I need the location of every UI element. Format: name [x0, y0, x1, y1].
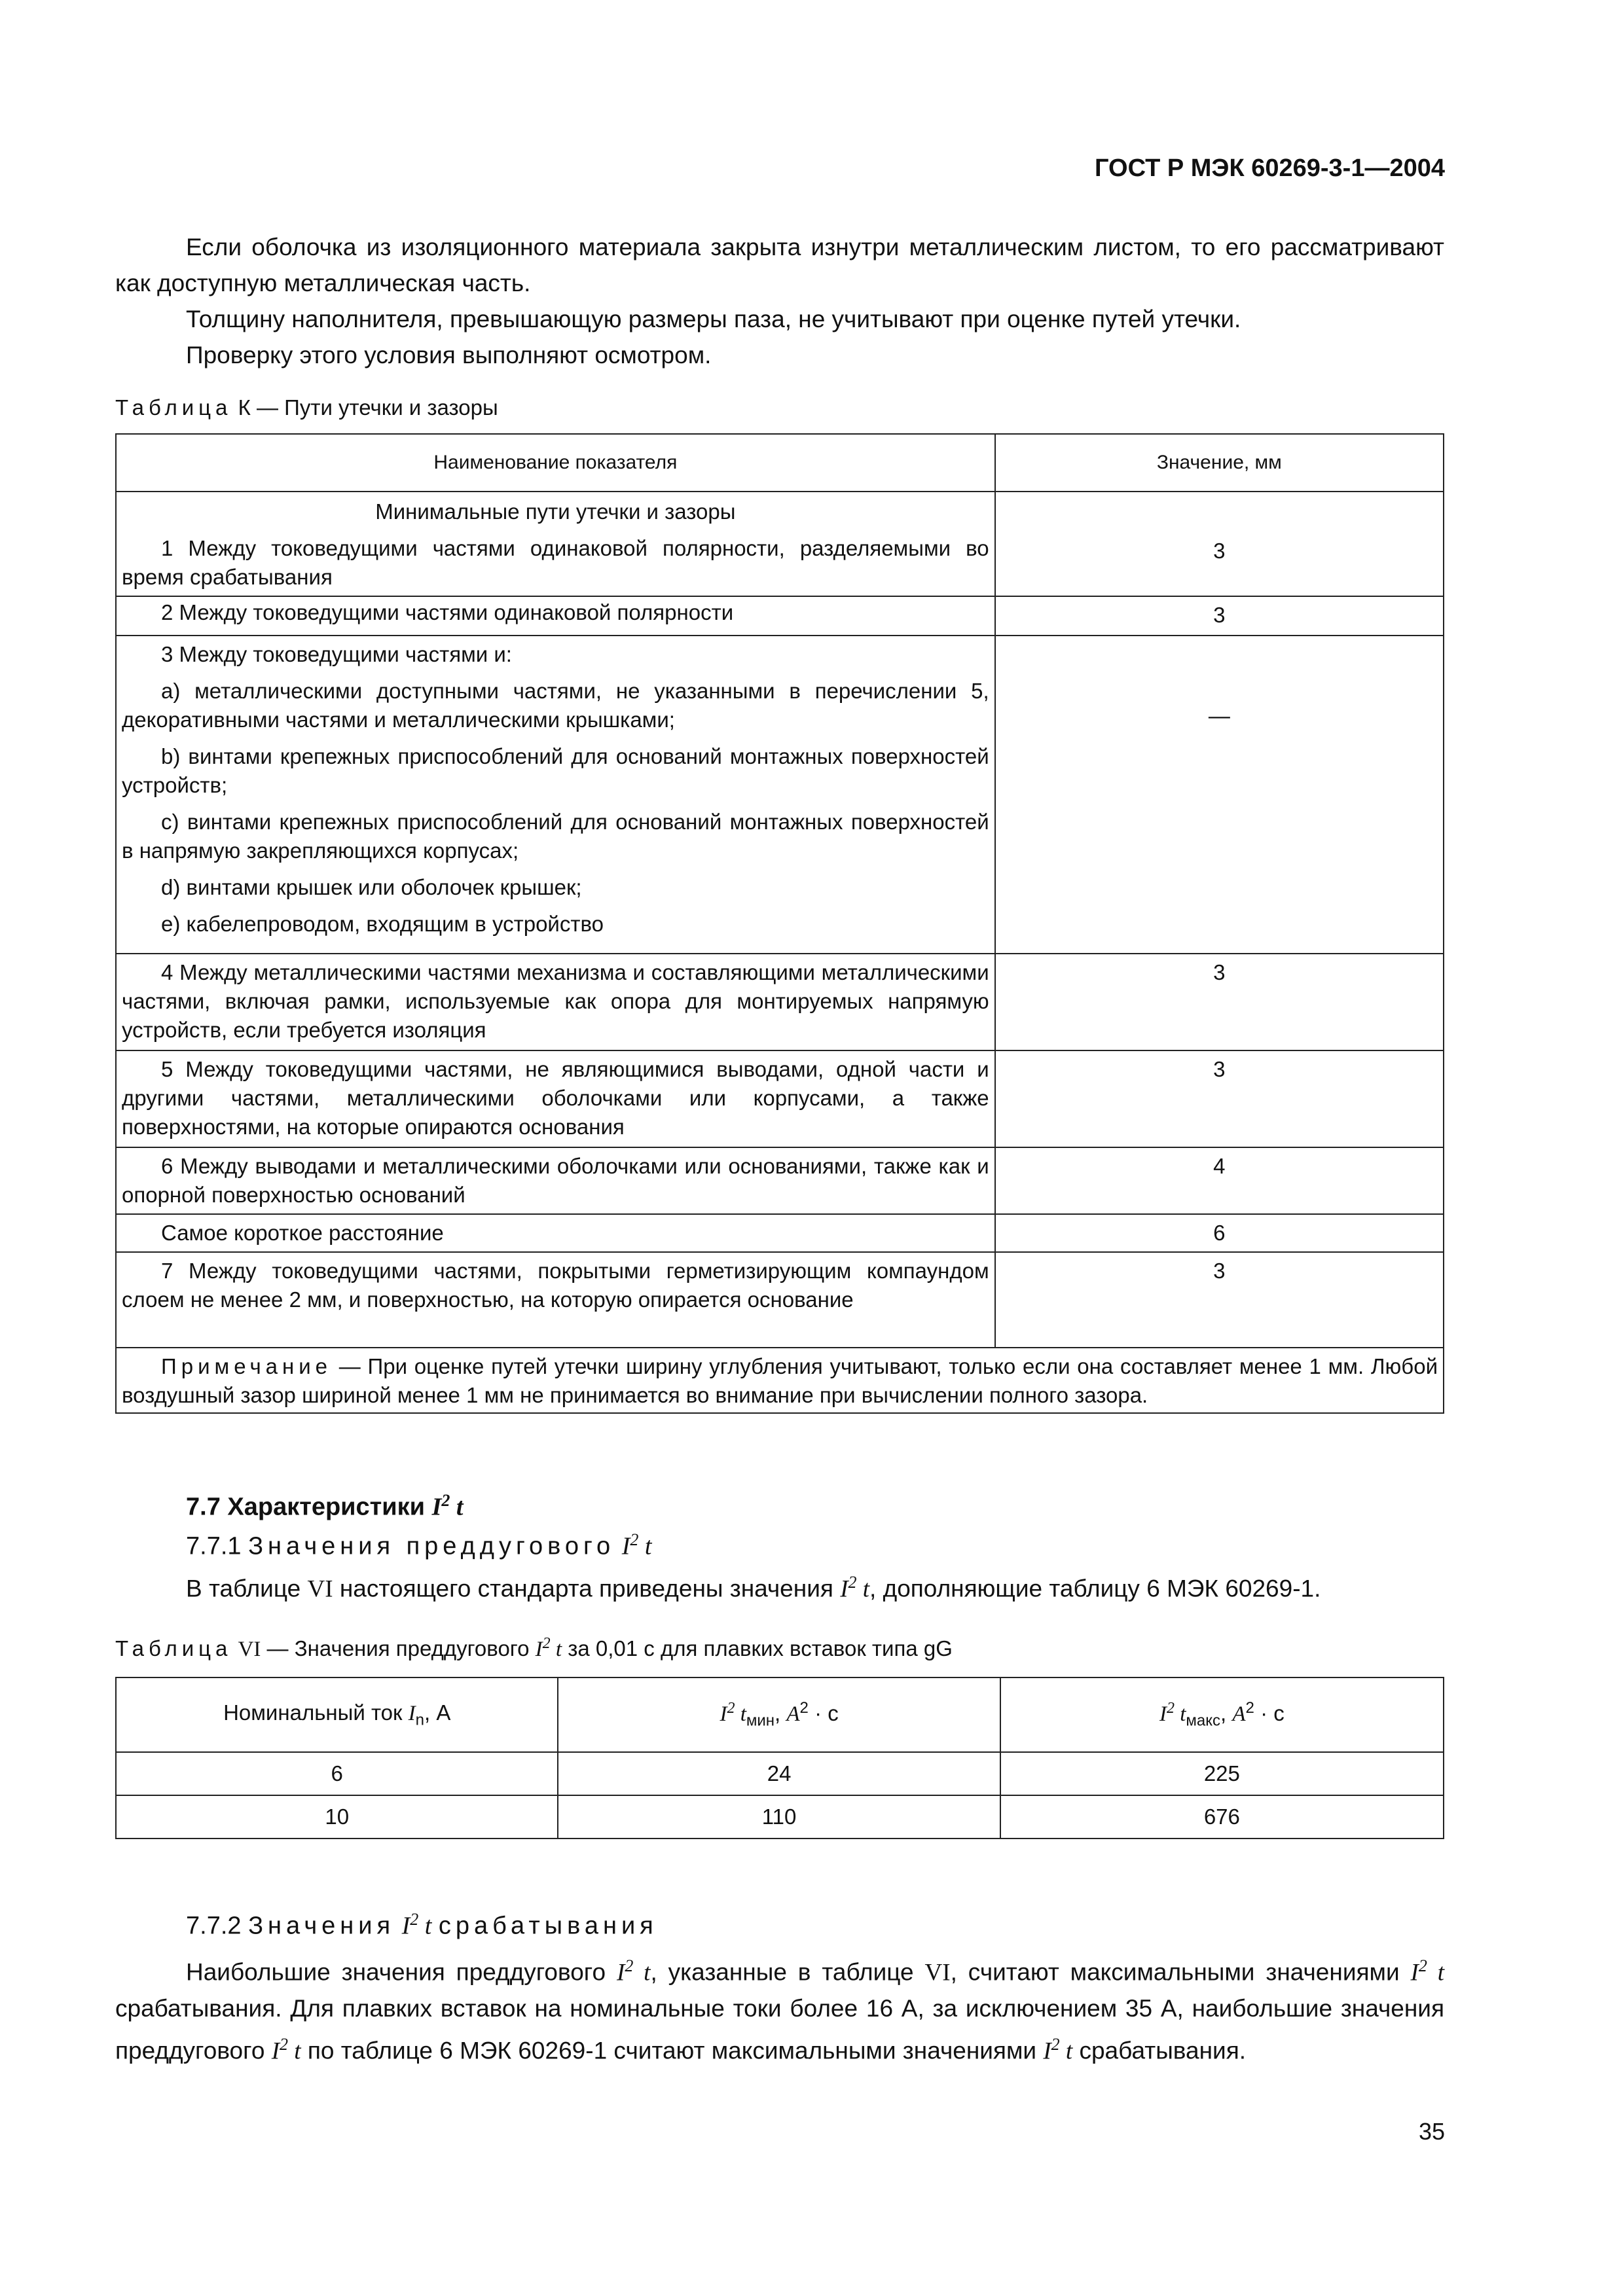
table-vi-max-1: 225	[1000, 1752, 1444, 1795]
page-number: 35	[1418, 2118, 1445, 2145]
section-7-7-1-text: В таблице VI настоящего стандарта приведены значения $I^2$ t, дополняющие таблицу 6 МЭК 60269-1.	[186, 1573, 1321, 1603]
table-row	[116, 1147, 1444, 1214]
table-vi-header-row	[116, 1677, 1444, 1752]
table-k-row-3: 3 Между токоведущими частями и:	[161, 642, 512, 666]
intro-paragraph-2: Толщину наполнителя, превышающую размеры паза, не учитывают при оценке путей утечки.	[186, 306, 1241, 332]
table-k-section-heading: Минимальные пути утечки и зазоры	[375, 499, 736, 524]
table-vi-min-2: 110	[558, 1795, 1000, 1839]
table-k-row-shortest: Самое короткое расстояние	[161, 1221, 444, 1245]
table-vi-min-1: 24	[558, 1752, 1000, 1795]
section-7-7-title: 7.7 Характеристики $I^2$ t	[186, 1491, 464, 1521]
table-k-row-6: 6 Между выводами и металлическими оболочками или основаниями, также как и опорной поверхностью оснований	[122, 1154, 989, 1207]
table-row	[116, 1214, 1444, 1252]
table-row	[116, 1050, 1444, 1147]
table-k-row-2: 2 Между токоведущими частями одинаковой полярности	[161, 600, 734, 624]
intro-paragraph-3: Проверку этого условия выполняют осмотром.	[186, 342, 712, 368]
table-k-row-3b: b) винтами крепежных приспособлений для оснований монтажных поверхностей устройств;	[122, 744, 989, 797]
table-k-value-2: 3	[995, 596, 1444, 636]
table-k-col-value: Значение, мм	[995, 434, 1444, 492]
table-vi	[115, 1677, 1444, 1839]
section-7-7-2-title: 7.7.2 Значения $I^2$ t срабатывания	[186, 1910, 658, 1940]
table-vi-current-2: 10	[116, 1795, 558, 1839]
table-row	[116, 1252, 1444, 1348]
table-vi-max-2: 676	[1000, 1795, 1444, 1839]
table-vi-col-max: $I^2$ $t_{макс}$, $А^2 \cdot с$	[1000, 1677, 1444, 1752]
table-k-note-row	[116, 1348, 1444, 1413]
table-k-row-4: 4 Между металлическими частями механизма и составляющими металлическими частями, включая рамки, используемые как опора для монтируемых напрямую устройств, если требуется изоляция	[122, 960, 989, 1042]
section-7-7-1-title: 7.7.1 Значения преддугового $I^2$ t	[186, 1530, 652, 1560]
table-vi-col-min: $I^2$ $t_{мин}$, $А^2 \cdot с$	[558, 1677, 1000, 1752]
table-k-value-shortest: 6	[995, 1214, 1444, 1252]
table-k-row-3c: c) винтами крепежных приспособлений для оснований монтажных поверхностей в напрямую закрепляющихся корпусах;	[122, 810, 989, 863]
table-k-value-4: 3	[995, 954, 1444, 1050]
table-k-caption: Таблица К — Пути утечки и зазоры	[115, 395, 498, 420]
table-row	[116, 954, 1444, 1050]
table-row	[116, 596, 1444, 636]
intro-text	[115, 229, 1444, 373]
table-vi-col-current: Номинальный ток $I_n$, А	[116, 1677, 558, 1752]
table-k-value-7: 3	[995, 1252, 1444, 1348]
table-k-value-5: 3	[995, 1050, 1444, 1147]
document-header: ГОСТ Р МЭК 60269-3-1—2004	[1095, 154, 1445, 182]
section-7-7-2-text: Наибольшие значения преддугового $I^2$ t, указанные в таблице VI, считают максимальными значениями $I^2$ t срабатывания. Для плавких вставок на номинальные токи более 16 А, за исключением 35 А, наибольшие значения преддугового $I^2$ t по таблице 6 МЭК 60269-1 считают максимальными значениями $I^2$ t срабатывания.	[115, 1956, 1445, 2065]
table-row	[116, 1795, 1444, 1839]
table-row	[116, 1752, 1444, 1795]
table-k-value-1: 3	[995, 492, 1444, 596]
table-k-value-3: —	[995, 636, 1444, 954]
table-k-row-5: 5 Между токоведущими частями, не являющимися выводами, одной части и другими частями, металлическими оболочками или корпусами, а также поверхностями, на которые опираются основания	[122, 1057, 989, 1139]
table-k-row-3a: a) металлическими доступными частями, не указанными в перечислении 5, декоративными частями и металлическими крышками;	[122, 679, 989, 732]
table-k-note: Примечание — При оценке путей утечки ширину углубления учитывают, только если она составляет менее 1 мм. Любой воздушный зазор шириной менее 1 мм не принимается во внимание при вычислении полного зазора.	[122, 1354, 1438, 1407]
table-vi-caption: Таблица VI — Значения преддугового $I^2$ t за 0,01 с для плавких вставок типа gG	[115, 1635, 953, 1661]
table-k-value-6: 4	[995, 1147, 1444, 1214]
intro-paragraph-1: Если оболочка из изоляционного материала закрыта изнутри металлическим листом, то его рассматривают как доступную металлическая часть.	[115, 234, 1444, 296]
table-k-row-3e: e) кабелепроводом, входящим в устройство	[161, 912, 604, 936]
table-vi-current-1: 6	[116, 1752, 558, 1795]
table-k-row-1: 1 Между токоведущими частями одинаковой полярности, разделяемыми во время срабатывания	[122, 536, 989, 589]
table-k-row-3d: d) винтами крышек или оболочек крышек;	[161, 875, 582, 899]
table-k	[115, 433, 1444, 1414]
table-k-col-name: Наименование показателя	[116, 434, 995, 492]
table-k-header-row	[116, 434, 1444, 492]
table-k-row-7: 7 Между токоведущими частями, покрытыми герметизирующим компаундом слоем не менее 2 мм, и поверхностью, на которую опирается основание	[122, 1259, 989, 1312]
table-row	[116, 492, 1444, 596]
table-row	[116, 636, 1444, 954]
